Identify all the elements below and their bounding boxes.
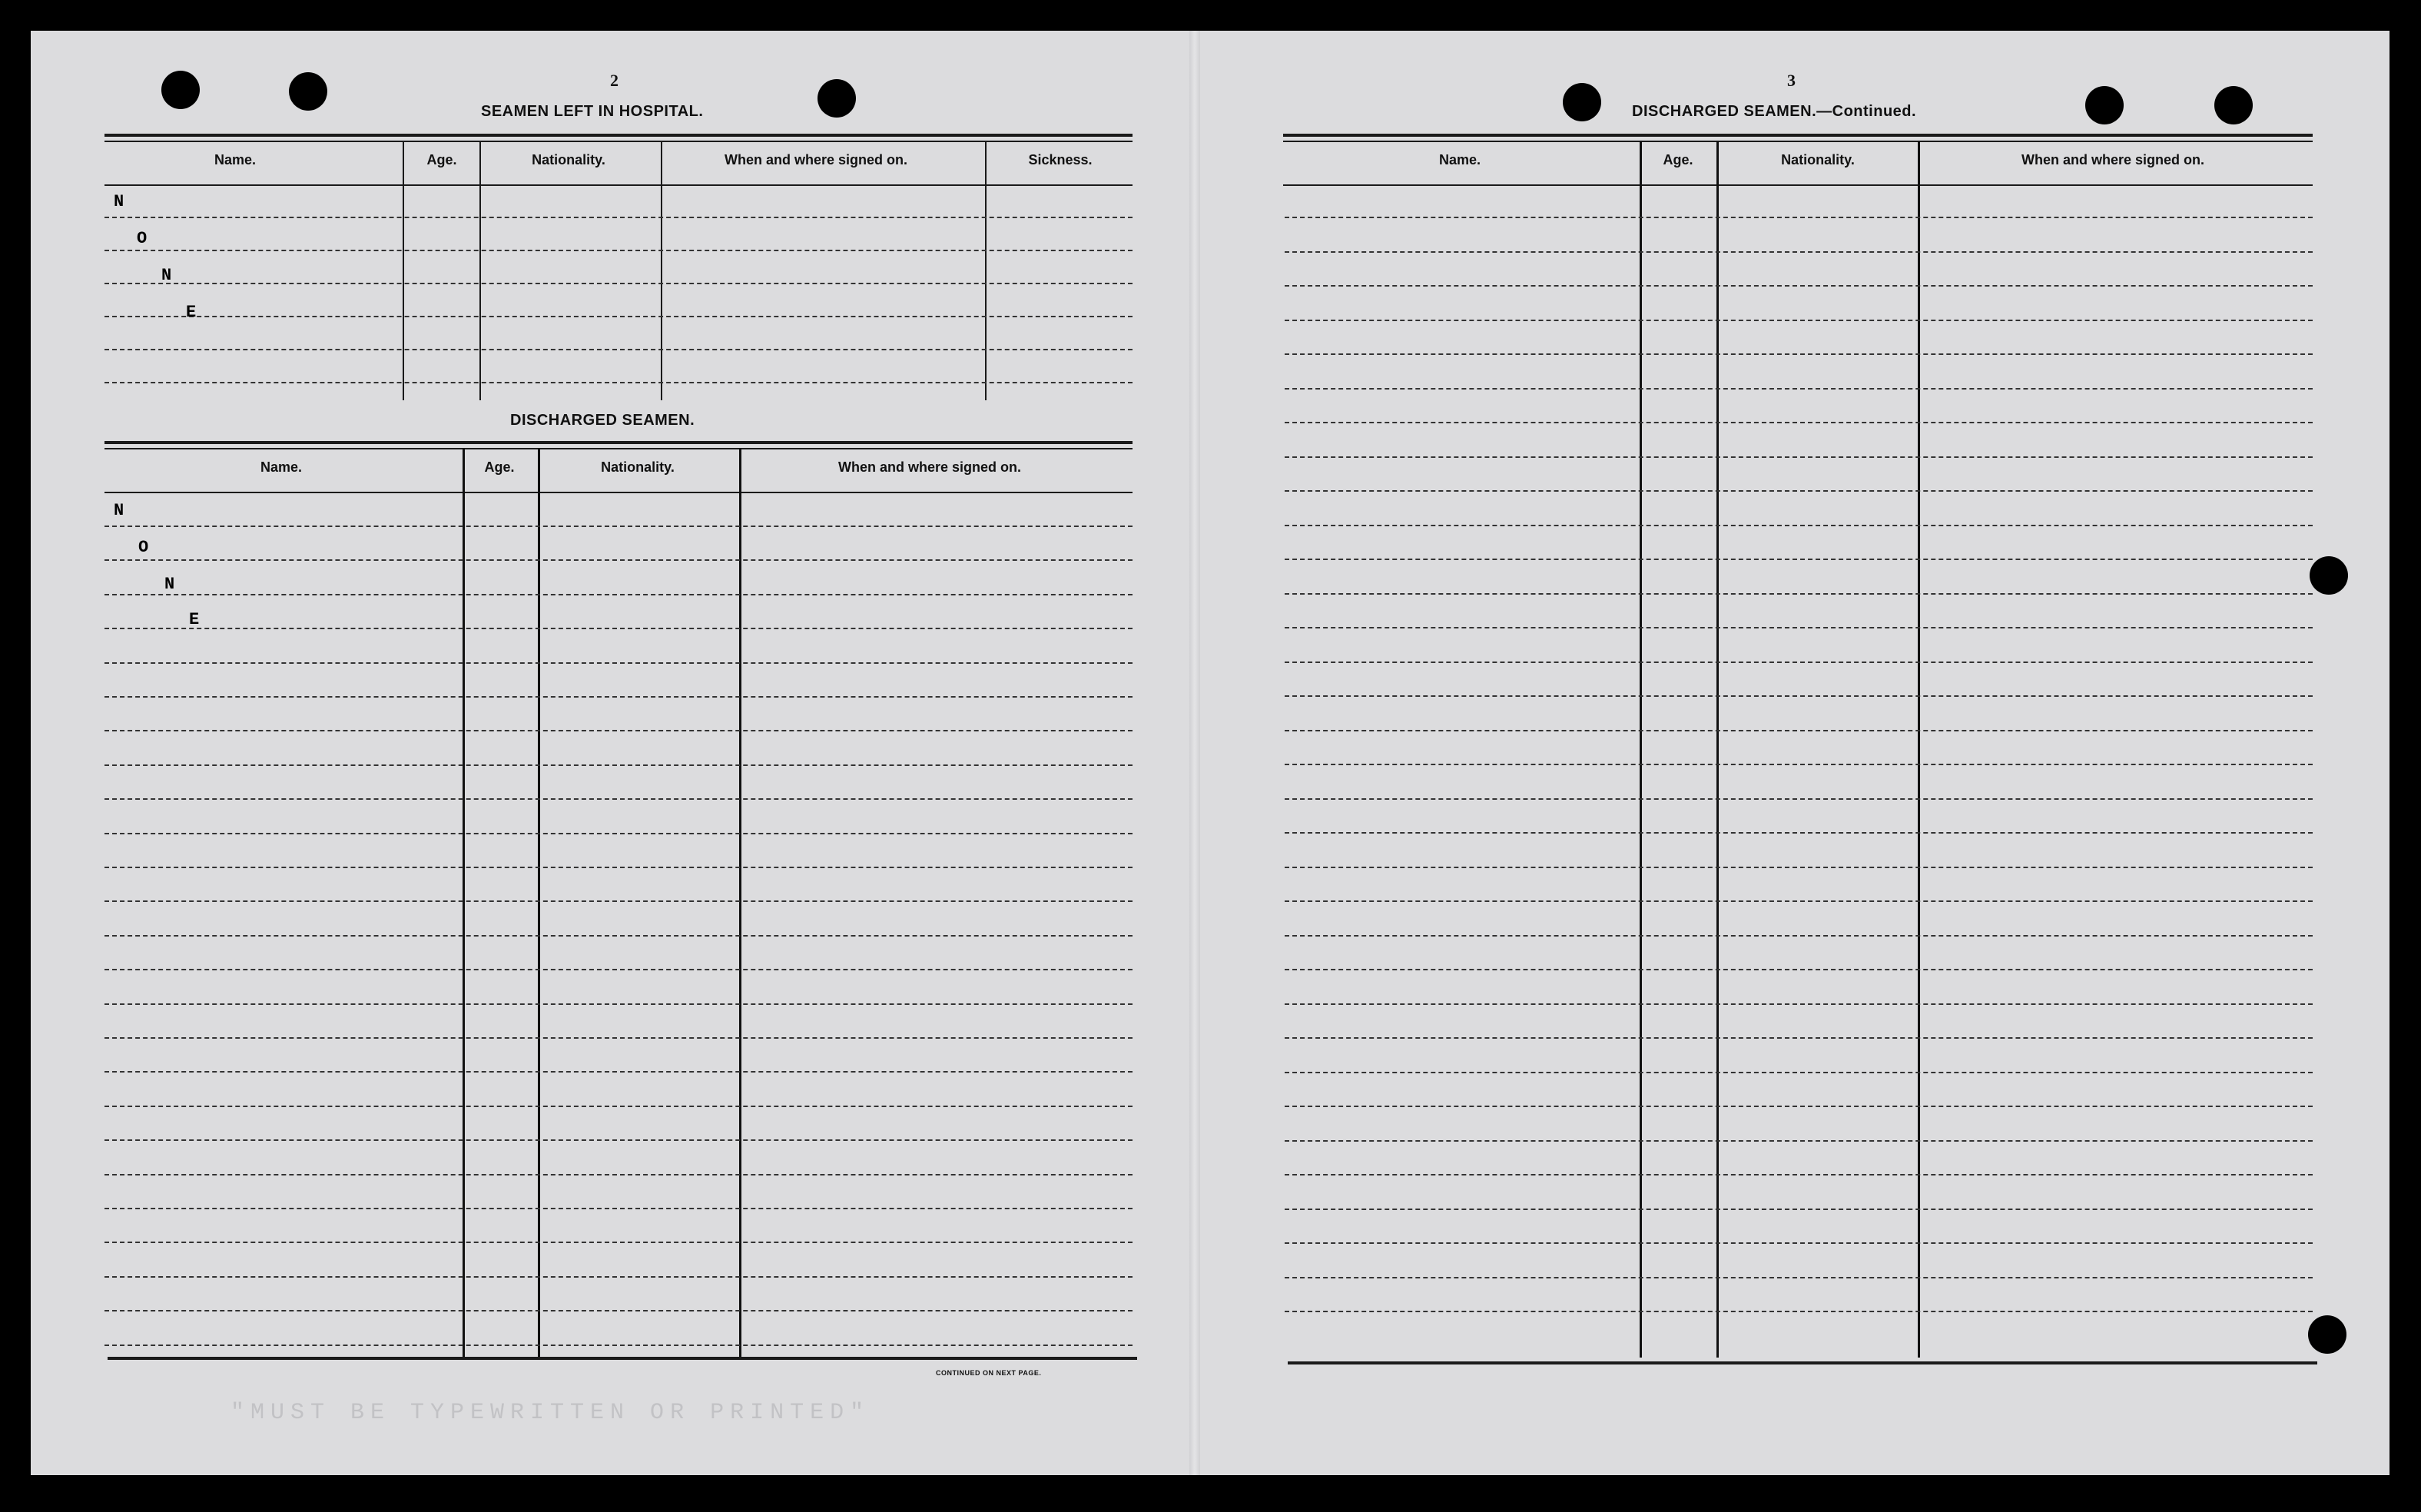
- hospital-col-nationality: Nationality.: [532, 152, 605, 167]
- hospital-col-sickness: Sickness.: [1028, 152, 1093, 167]
- table-row: [104, 1242, 1133, 1243]
- hospital-col-name: Name.: [214, 152, 257, 167]
- hospital-col-divider: [985, 141, 987, 400]
- punch-hole: [161, 71, 200, 109]
- table-row: [1285, 1242, 2313, 1244]
- table-row: [104, 1208, 1133, 1209]
- table-row: [1285, 320, 2313, 321]
- discharged-col-age: Age.: [484, 459, 515, 475]
- table-row: [1285, 627, 2313, 628]
- hospital-col-divider: [661, 141, 662, 400]
- discharged-col-divider: [739, 448, 741, 1359]
- punch-hole: [1563, 83, 1601, 121]
- table-row: [1285, 422, 2313, 423]
- left-bottom-rule: [108, 1357, 1137, 1360]
- table-row: [1285, 593, 2313, 595]
- discharged-section-title: DISCHARGED SEAMEN.: [510, 412, 695, 429]
- table-row: [104, 1139, 1133, 1141]
- document-sheet: [31, 31, 2389, 1475]
- table-row: [1285, 388, 2313, 390]
- table-row: [1285, 217, 2313, 218]
- table-row: [104, 382, 1133, 383]
- hospital-entry-letter: N: [114, 192, 124, 211]
- discharged-col-divider: [463, 448, 465, 1359]
- table-row: [104, 662, 1133, 664]
- table-row: [104, 696, 1133, 698]
- discharged-col-name: Name.: [260, 459, 303, 475]
- table-row: [104, 594, 1133, 595]
- table-row: [104, 1276, 1133, 1278]
- table-row: [104, 628, 1133, 629]
- right-bottom-rule: [1288, 1361, 2317, 1364]
- hospital-entry-letter: O: [137, 229, 148, 248]
- discharged-continued-title: DISCHARGED SEAMEN.—Continued.: [1632, 103, 1917, 120]
- right-header-rule: [1283, 184, 2313, 186]
- table-row: [1285, 559, 2313, 560]
- table-row: [104, 283, 1133, 284]
- hospital-top-rule: [104, 134, 1133, 137]
- table-row: [1285, 867, 2313, 868]
- table-row: [1285, 730, 2313, 731]
- table-row: [1285, 832, 2313, 834]
- discharged-col-nationality: Nationality.: [601, 459, 675, 475]
- punch-hole: [2085, 86, 2124, 124]
- table-row: [104, 798, 1133, 800]
- discharged-entry-letter: N: [114, 501, 124, 520]
- table-row: [104, 1106, 1133, 1107]
- table-row: [104, 217, 1133, 218]
- punch-hole: [2310, 556, 2348, 595]
- discharged-top-rule-2: [104, 448, 1133, 449]
- punch-hole: [818, 79, 856, 118]
- table-row: [1285, 525, 2313, 526]
- discharged-col-signed-on: When and where signed on.: [837, 459, 1022, 475]
- table-row: [1285, 1072, 2313, 1073]
- table-row: [104, 316, 1133, 317]
- table-row: [1285, 1106, 2313, 1107]
- hospital-top-rule-2: [104, 141, 1133, 142]
- right-top-rule-2: [1283, 141, 2313, 142]
- table-row: [104, 1174, 1133, 1175]
- table-row: [104, 1003, 1133, 1005]
- hospital-col-divider: [479, 141, 481, 400]
- table-row: [1285, 1174, 2313, 1175]
- discharged-top-rule: [104, 441, 1133, 444]
- table-row: [104, 867, 1133, 868]
- bleed-through-text: "MUST BE TYPEWRITTEN OR PRINTED": [230, 1400, 871, 1426]
- table-row: [104, 764, 1133, 766]
- table-row: [104, 1037, 1133, 1039]
- table-row: [104, 250, 1133, 251]
- discharged-header-rule: [104, 492, 1133, 493]
- hospital-col-age: Age.: [426, 152, 457, 167]
- punch-hole: [289, 72, 327, 111]
- table-row: [1285, 1311, 2313, 1312]
- continued-col-signed-on: When and where signed on.: [2021, 152, 2205, 167]
- table-row: [104, 1310, 1133, 1311]
- continued-col-age: Age.: [1663, 152, 1693, 167]
- table-row: [104, 1345, 1133, 1346]
- continued-note: CONTINUED ON NEXT PAGE.: [936, 1369, 1042, 1377]
- page-number: 3: [1787, 71, 1796, 90]
- table-row: [104, 1071, 1133, 1073]
- table-row: [1285, 1209, 2313, 1210]
- table-row: [1285, 695, 2313, 697]
- table-row: [104, 559, 1133, 561]
- right-top-rule: [1283, 134, 2313, 137]
- hospital-entry-letter: E: [186, 303, 197, 322]
- table-row: [1285, 900, 2313, 902]
- table-row: [1285, 935, 2313, 937]
- table-row: [1285, 798, 2313, 800]
- hospital-col-signed-on: When and where signed on.: [724, 152, 908, 167]
- table-row: [1285, 251, 2313, 253]
- discharged-col-divider: [538, 448, 540, 1359]
- table-row: [1285, 764, 2313, 765]
- hospital-header-rule: [104, 184, 1133, 186]
- hospital-col-divider: [403, 141, 404, 400]
- page-number: 2: [610, 71, 619, 90]
- table-row: [1285, 456, 2313, 458]
- hospital-entry-letter: N: [161, 266, 172, 285]
- table-row: [104, 900, 1133, 902]
- punch-hole: [2214, 86, 2253, 124]
- table-row: [104, 526, 1133, 527]
- table-row: [104, 935, 1133, 937]
- table-row: [1285, 969, 2313, 970]
- page-fold: [1189, 31, 1200, 1475]
- table-row: [1285, 1003, 2313, 1005]
- discharged-entry-letter: O: [138, 538, 149, 557]
- table-row: [1285, 285, 2313, 287]
- table-row: [1285, 1277, 2313, 1278]
- table-row: [104, 969, 1133, 970]
- discharged-entry-letter: N: [164, 575, 175, 594]
- punch-hole: [2308, 1315, 2346, 1354]
- continued-col-name: Name.: [1438, 152, 1481, 167]
- discharged-entry-letter: E: [189, 610, 200, 629]
- table-row: [1285, 490, 2313, 492]
- table-row: [104, 833, 1133, 834]
- table-row: [104, 349, 1133, 350]
- hospital-section-title: SEAMEN LEFT IN HOSPITAL.: [481, 103, 704, 120]
- table-row: [1285, 1037, 2313, 1039]
- table-row: [104, 730, 1133, 731]
- table-row: [1285, 353, 2313, 355]
- table-row: [1285, 662, 2313, 663]
- table-row: [1285, 1140, 2313, 1142]
- continued-col-nationality: Nationality.: [1781, 152, 1855, 167]
